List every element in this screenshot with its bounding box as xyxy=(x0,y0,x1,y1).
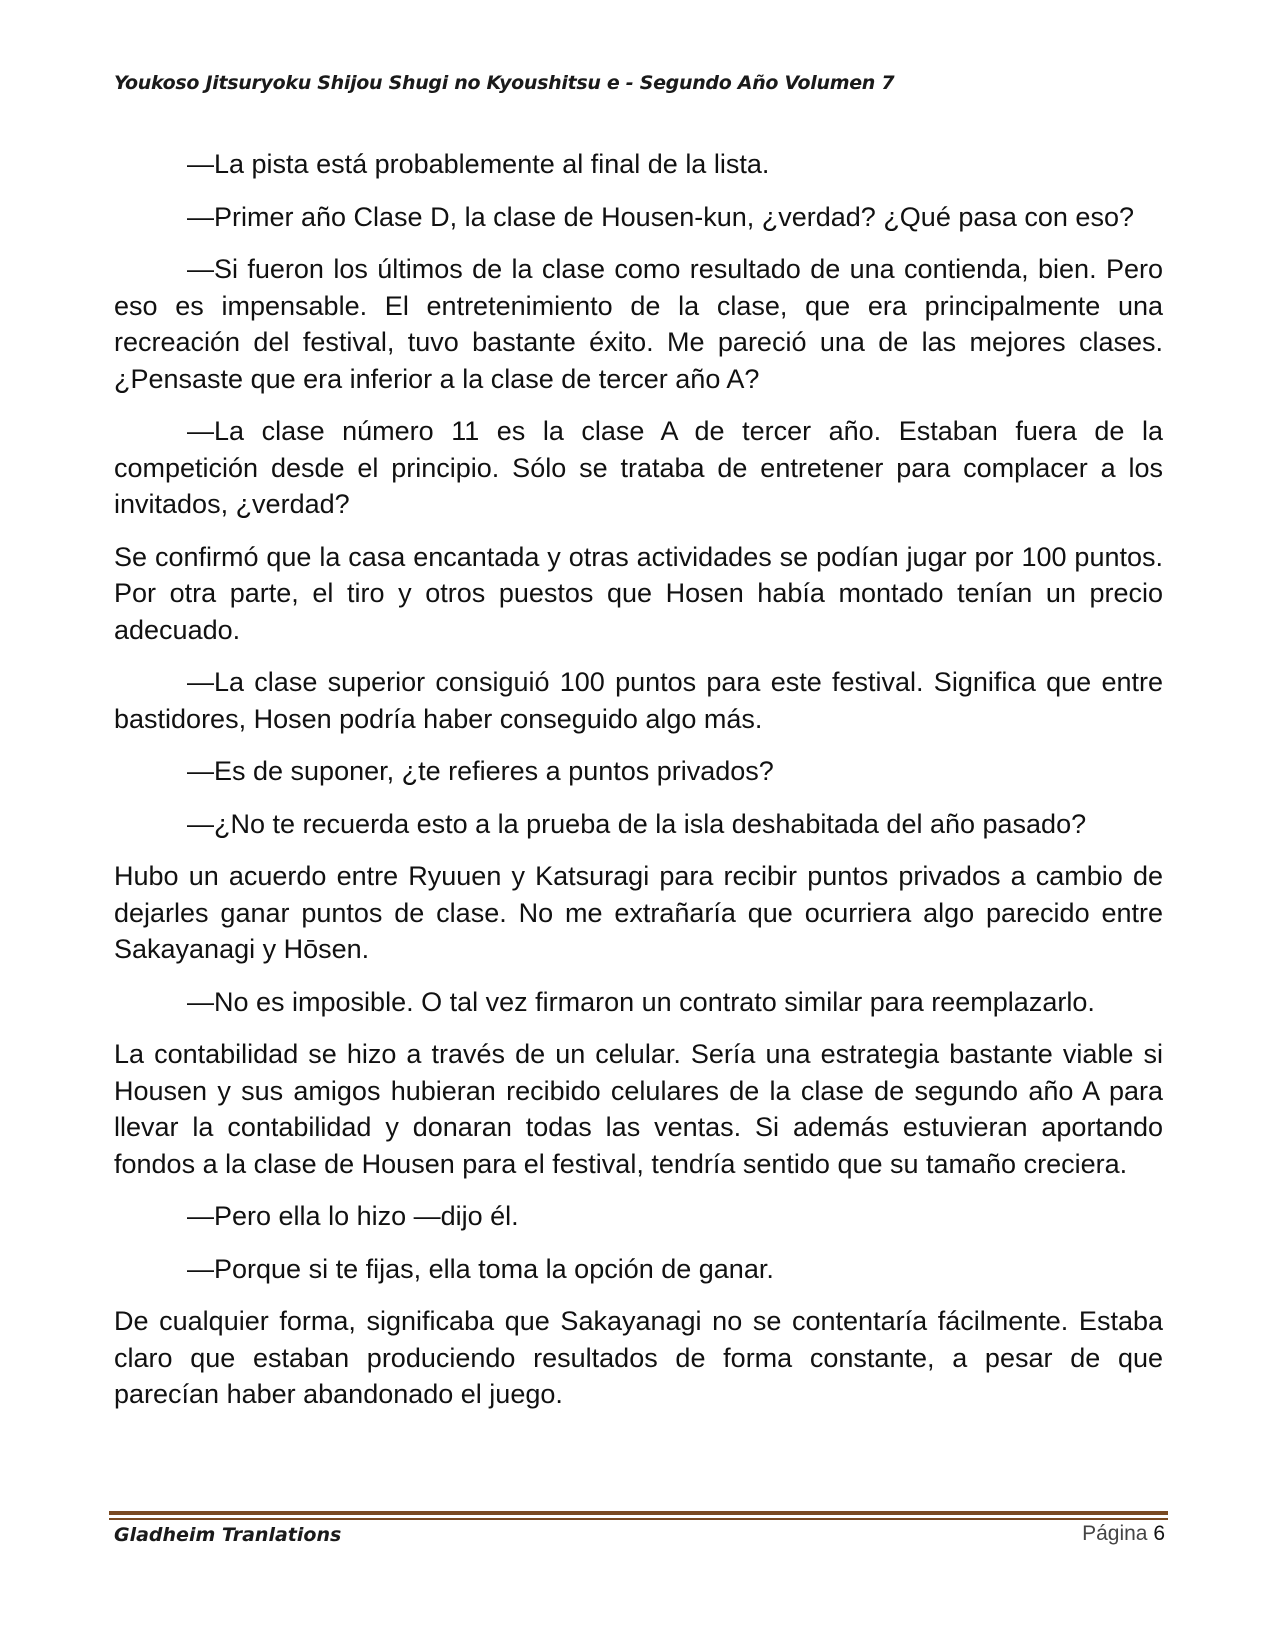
paragraph: —La clase superior consiguió 100 puntos para este festival. Significa que entre bastidores, Hosen podría haber conseguido algo más. xyxy=(114,667,1163,734)
paragraph: —No es imposible. O tal vez firmaron un contrato similar para reemplazarlo. xyxy=(187,986,1095,1017)
paragraph: —Pero ella lo hizo —dijo él. xyxy=(187,1201,519,1231)
paragraph: —Es de suponer, ¿te refieres a puntos privados? xyxy=(187,756,774,786)
paragraph: La contabilidad se hizo a través de un celular. Sería una estrategia bastante viable si Housen y sus amigos hubieran recibido celulares de la clase de segundo año A para llevar la contabilidad y donaran todas las ventas. Si además estuvieran aportando fondos a la clase de Housen para el festival, tendría sentido que su tamaño creciera. xyxy=(114,1039,1163,1179)
paragraph: —Primer año Clase D, la clase de Housen-kun, ¿verdad? ¿Qué pasa con eso? xyxy=(187,201,1134,232)
paragraph: De cualquier forma, significaba que Sakayanagi no se contentaría fácilmente. Estaba claro que estaban produciendo resultados de forma constante, a pesar de que parecían haber abandonado el juego. xyxy=(114,1306,1163,1409)
paragraph: —¿No te recuerda esto a la prueba de la isla deshabitada del año pasado? xyxy=(187,808,1087,839)
paragraph: —La clase número 11 es la clase A de tercer año. Estaban fuera de la competición desde el principio. Sólo se trataba de entretener para complacer a los invitados, ¿verdad? xyxy=(114,416,1163,519)
footer-credit: Gladheim Tranlations xyxy=(114,1524,342,1546)
paragraph: Se confirmó que la casa encantada y otras actividades se podían jugar por 100 puntos. Por otra parte, el tiro y otros puestos que Hosen había montado tenían un precio adecuado. xyxy=(114,541,1163,645)
paragraph: —Porque si te fijas, ella toma la opción de ganar. xyxy=(187,1253,774,1284)
page-number-value: 6 xyxy=(1153,1522,1165,1545)
footer-divider-thin-line xyxy=(109,1518,1168,1520)
body-text xyxy=(114,146,1163,1429)
footer-divider xyxy=(109,1511,1168,1521)
page-number xyxy=(1082,1522,1165,1546)
paragraph: Hubo un acuerdo entre Ryuuen y Katsuragi para recibir puntos privados a cambio de dejarles ganar puntos de clase. No me extrañaría que ocurriera algo parecido entre Sakayanagi y Hōsen. xyxy=(114,861,1163,964)
footer-divider-thick-line xyxy=(109,1511,1168,1515)
paragraph: —Si fueron los últimos de la clase como resultado de una contienda, bien. Pero eso es impensable. El entretenimiento de la clase, que era principalmente una recreación del festival, tuvo bastante éxito. Me pareció una de las mejores clases. ¿Pensaste que era inferior a la clase de tercer año A? xyxy=(114,254,1163,394)
page-label: Página xyxy=(1082,1522,1148,1545)
paragraph: —La pista está probablemente al final de la lista. xyxy=(187,149,770,179)
running-header: Youkoso Jitsuryoku Shijou Shugi no Kyoushitsu e - Segundo Año Volumen 7 xyxy=(114,72,895,94)
